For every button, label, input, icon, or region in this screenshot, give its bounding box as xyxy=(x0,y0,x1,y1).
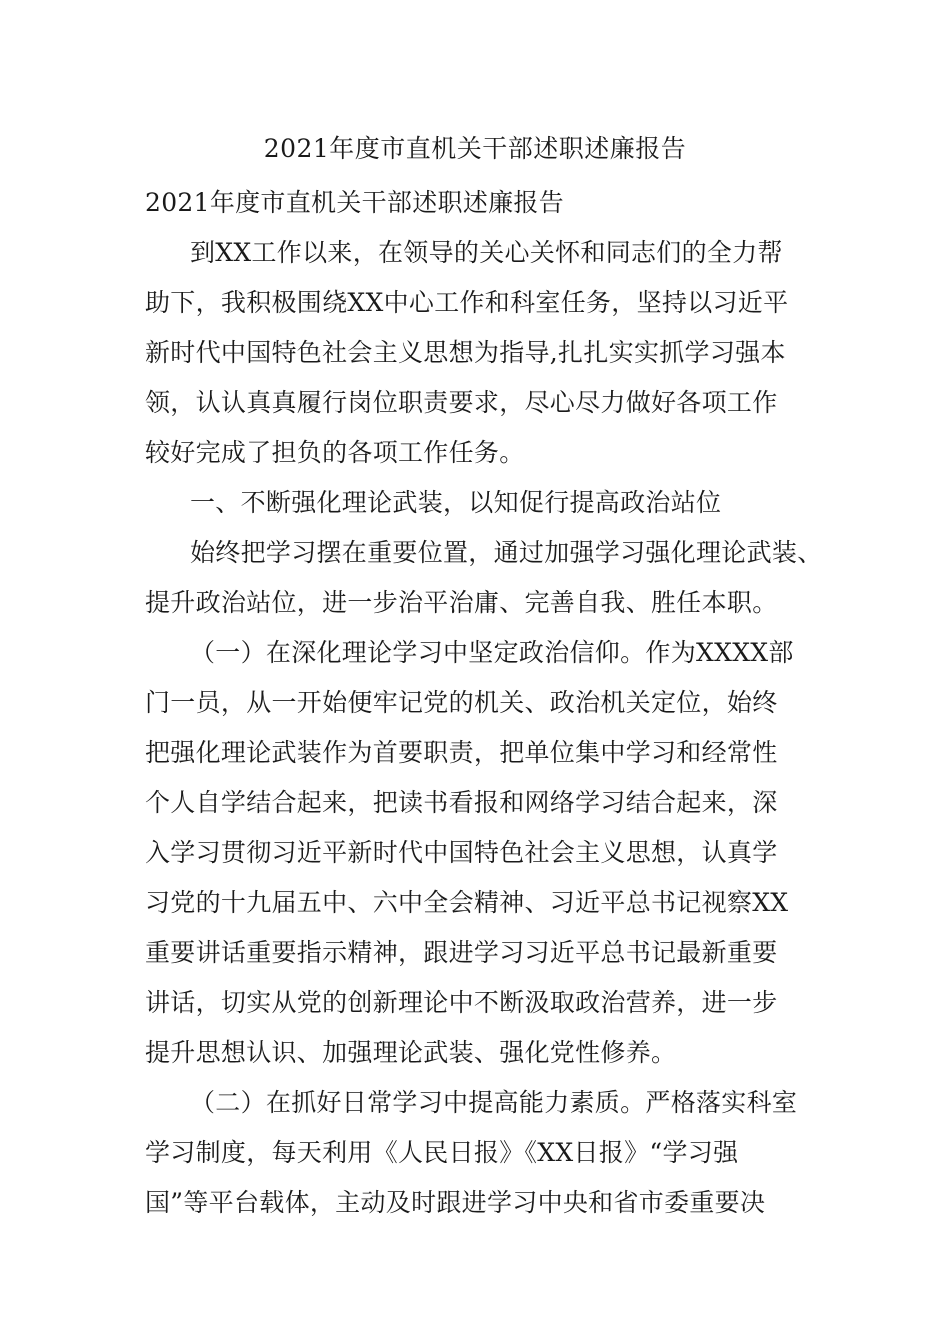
paragraph-line: 入学习贯彻习近平新时代中国特色社会主义思想，认真学 xyxy=(145,838,778,867)
paragraph-line: 重要讲话重要指示精神，跟进学习习近平总书记最新重要 xyxy=(145,938,778,967)
section-heading: 一、不断强化理论武装，以知促行提高政治站位 xyxy=(190,488,722,517)
paragraph-line: 讲话，切实从党的创新理论中不断汲取政治营养，进一步 xyxy=(145,988,778,1017)
paragraph-line: 新时代中国特色社会主义思想为指导,扎扎实实抓学习强本 xyxy=(145,338,786,367)
paragraph-line: 较好完成了担负的各项工作任务。 xyxy=(145,438,525,467)
paragraph-line: 门一员，从一开始便牢记党的机关、政治机关定位，始终 xyxy=(145,688,778,717)
document-title: 2021年度市直机关干部述职述廉报告 xyxy=(263,134,687,163)
paragraph-line: 提升政治站位，进一步治平治庸、完善自我、胜任本职。 xyxy=(145,588,778,617)
paragraph-line: （二）在抓好日常学习中提高能力素质。严格落实科室 xyxy=(190,1088,798,1117)
paragraph-line: 领，认认真真履行岗位职责要求，尽心尽力做好各项工作 xyxy=(145,388,778,417)
paragraph-line: 个人自学结合起来，把读书看报和网络学习结合起来，深 xyxy=(145,788,778,817)
paragraph-line: 始终把学习摆在重要位置，通过加强学习强化理论武装、 xyxy=(190,538,823,567)
paragraph-line: 学习制度，每天利用《人民日报》《XX日报》“学习强 xyxy=(145,1138,739,1167)
subtitle-line: 2021年度市直机关干部述职述廉报告 xyxy=(145,188,565,217)
paragraph-line: 到XX工作以来，在领导的关心关怀和同志们的全力帮 xyxy=(190,238,783,267)
paragraph-line: 习党的十九届五中、六中全会精神、习近平总书记视察XX xyxy=(145,888,789,917)
paragraph-line: （一）在深化理论学习中坚定政治信仰。作为XXXX部 xyxy=(190,638,794,667)
document-body xyxy=(145,178,825,1228)
paragraph-line: 提升思想认识、加强理论武装、强化党性修养。 xyxy=(145,1038,677,1067)
paragraph-line: 国”等平台载体，主动及时跟进学习中央和省市委重要决 xyxy=(145,1188,766,1217)
paragraph-line: 助下，我积极围绕XX中心工作和科室任务，坚持以习近平 xyxy=(145,288,789,317)
paragraph-line: 把强化理论武装作为首要职责，把单位集中学习和经常性 xyxy=(145,738,778,767)
